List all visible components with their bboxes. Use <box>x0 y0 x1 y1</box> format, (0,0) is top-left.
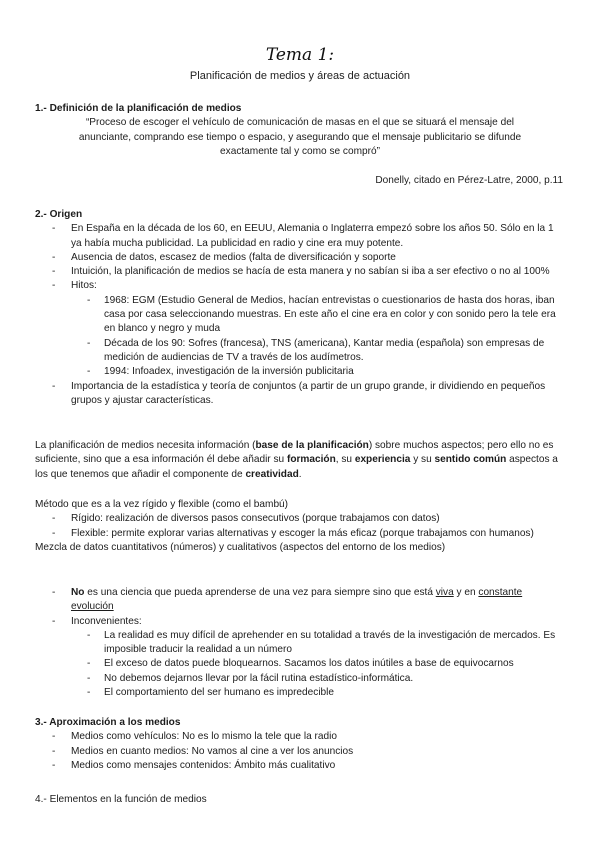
list-item: - Importancia de la estadística y teoría de conjuntos (a partir de un grupo grande, ir dividiendo en pequeños grupos y ajustar características. <box>35 380 565 409</box>
viva-underlined: viva <box>435 587 454 598</box>
section-2-heading: 2.- Origen <box>35 209 83 220</box>
para-text: ) sobre muchos aspectos; pero ello no es suficiente, sino que a esa información él debe añadir su <box>35 440 554 466</box>
section-3 <box>35 716 565 773</box>
para-keyword: formación <box>286 454 336 466</box>
list-item: - Intuición, la planificación de medios se hacía de esta manera y no sabían si iba a ser efectivo o no al 100% <box>35 265 565 279</box>
method-section <box>35 498 565 555</box>
section-4-heading: 4.- Elementos en la función de medios <box>35 794 207 805</box>
para-text: La planificación de medios necesita información ( <box>35 440 256 451</box>
planning-paragraph <box>35 439 565 482</box>
origin-list <box>35 222 565 408</box>
list-item: - En España en la década de los 60, en EEUU, Alemania o Inglaterra empezó sobre los años 50. Sólo en la 1 ya había mucha publicidad. La publicidad en radio y cine era muy potente. <box>35 222 565 251</box>
para-keyword: sentido común <box>434 454 507 466</box>
list-item: - El comportamiento del ser humano es impredecible <box>35 686 565 700</box>
para-text: y su <box>410 454 435 466</box>
list-item: - 1994: Infoadex, investigación de la inversión publicitaria <box>35 365 565 379</box>
page-subtitle: Planificación de medios y áreas de actuación <box>189 70 411 82</box>
evolution-underlined: constante evolución <box>71 587 523 613</box>
section-1 <box>35 102 565 188</box>
section-2 <box>35 208 565 408</box>
milestones-list <box>71 294 565 380</box>
section-4 <box>35 793 565 807</box>
para-keyword: experiencia <box>354 454 411 466</box>
list-item: - No debemos dejarnos llevar por la fácil rutina estadístico-informática. <box>35 672 565 686</box>
list-item-inconvenientes <box>35 615 565 701</box>
list-item: - El exceso de datos puede bloquearnos. Sacamos los datos inútiles a base de equivocarnos <box>35 657 565 671</box>
para-keyword: base de la planificación <box>255 440 369 451</box>
list-item: - Medios en cuanto medios: No vamos al cine a ver los anuncios <box>35 745 565 759</box>
definition-quote: “Proceso de escoger el vehículo de comunicación de masas en el que se situará el mensaje del anunciante, comprando ese tiempo o espacio, y asegurando que el mensaje publicitario se difunde exactamente tal y como se compró” <box>78 117 522 157</box>
para-keyword: creatividad <box>245 468 299 480</box>
inconvenientes-list <box>71 629 565 700</box>
para-text: , su <box>335 454 355 466</box>
para-text: aspectos a los que tenemos que añadir el componente de <box>35 454 558 480</box>
section-1-heading: 1.- Definición de la planificación de medios <box>35 103 242 114</box>
list-item: - Década de los 90: Sofres (francesa), TNS (americana), Kantar media (española) son empresas de medición de audiencias de TV a través de los audímetros. <box>35 337 565 366</box>
section-3-heading: 3.- Aproximación a los medios <box>35 717 181 728</box>
quote-citation: Donelly, citado en Pérez-Latre, 2000, p.11 <box>375 175 563 187</box>
method-intro: Método que es a la vez rígido y flexible (como el bambú) <box>35 499 289 510</box>
science-section <box>35 586 565 700</box>
list-item: - Rígido: realización de diversos pasos consecutivos (porque trabajamos con datos) <box>35 512 565 526</box>
list-item: - Medios como mensajes contenidos: Ámbito más cualitativo <box>35 759 565 773</box>
science-text: es una ciencia que pueda aprenderse de una vez para siempre sino que está <box>84 587 436 598</box>
science-text: y en <box>453 587 479 598</box>
no-keyword: No <box>71 587 85 598</box>
list-item: - La realidad es muy difícil de aprehender en su totalidad a través de la investigación de mercados. Es imposible traducir la realidad a un número <box>35 629 565 658</box>
method-list <box>35 512 565 541</box>
list-item-science <box>35 586 565 615</box>
list-item: - Medios como vehículos: No es lo mismo la tele que la radio <box>35 730 565 744</box>
para-text: . <box>298 468 302 480</box>
list-item: - Ausencia de datos, escasez de medios (falta de diversificación y soporte <box>35 251 565 265</box>
method-mix: Mezcla de datos cuantitativos (números) y cualitativos (aspectos del entorno de los medios) <box>35 541 446 553</box>
list-item: - Flexible: permite explorar varias alternativas y escoger la más eficaz (porque trabajamos con humanos) <box>35 527 565 541</box>
inconvenientes-label: Inconvenientes: <box>71 615 142 627</box>
list-item: - 1968: EGM (Estudio General de Medios, hacían entrevistas o cuestionarios de hasta dos horas, iban casa por casa seleccionando muestras. En este año el cine era en color y con sonido pero la tele era en blanco y negro y muda <box>35 294 565 337</box>
page-title: Tema 1: <box>265 45 335 65</box>
science-list <box>35 586 565 700</box>
hitos-label: Hitos: <box>71 280 97 292</box>
list-item-hitos <box>35 279 565 379</box>
approach-list <box>35 730 565 773</box>
